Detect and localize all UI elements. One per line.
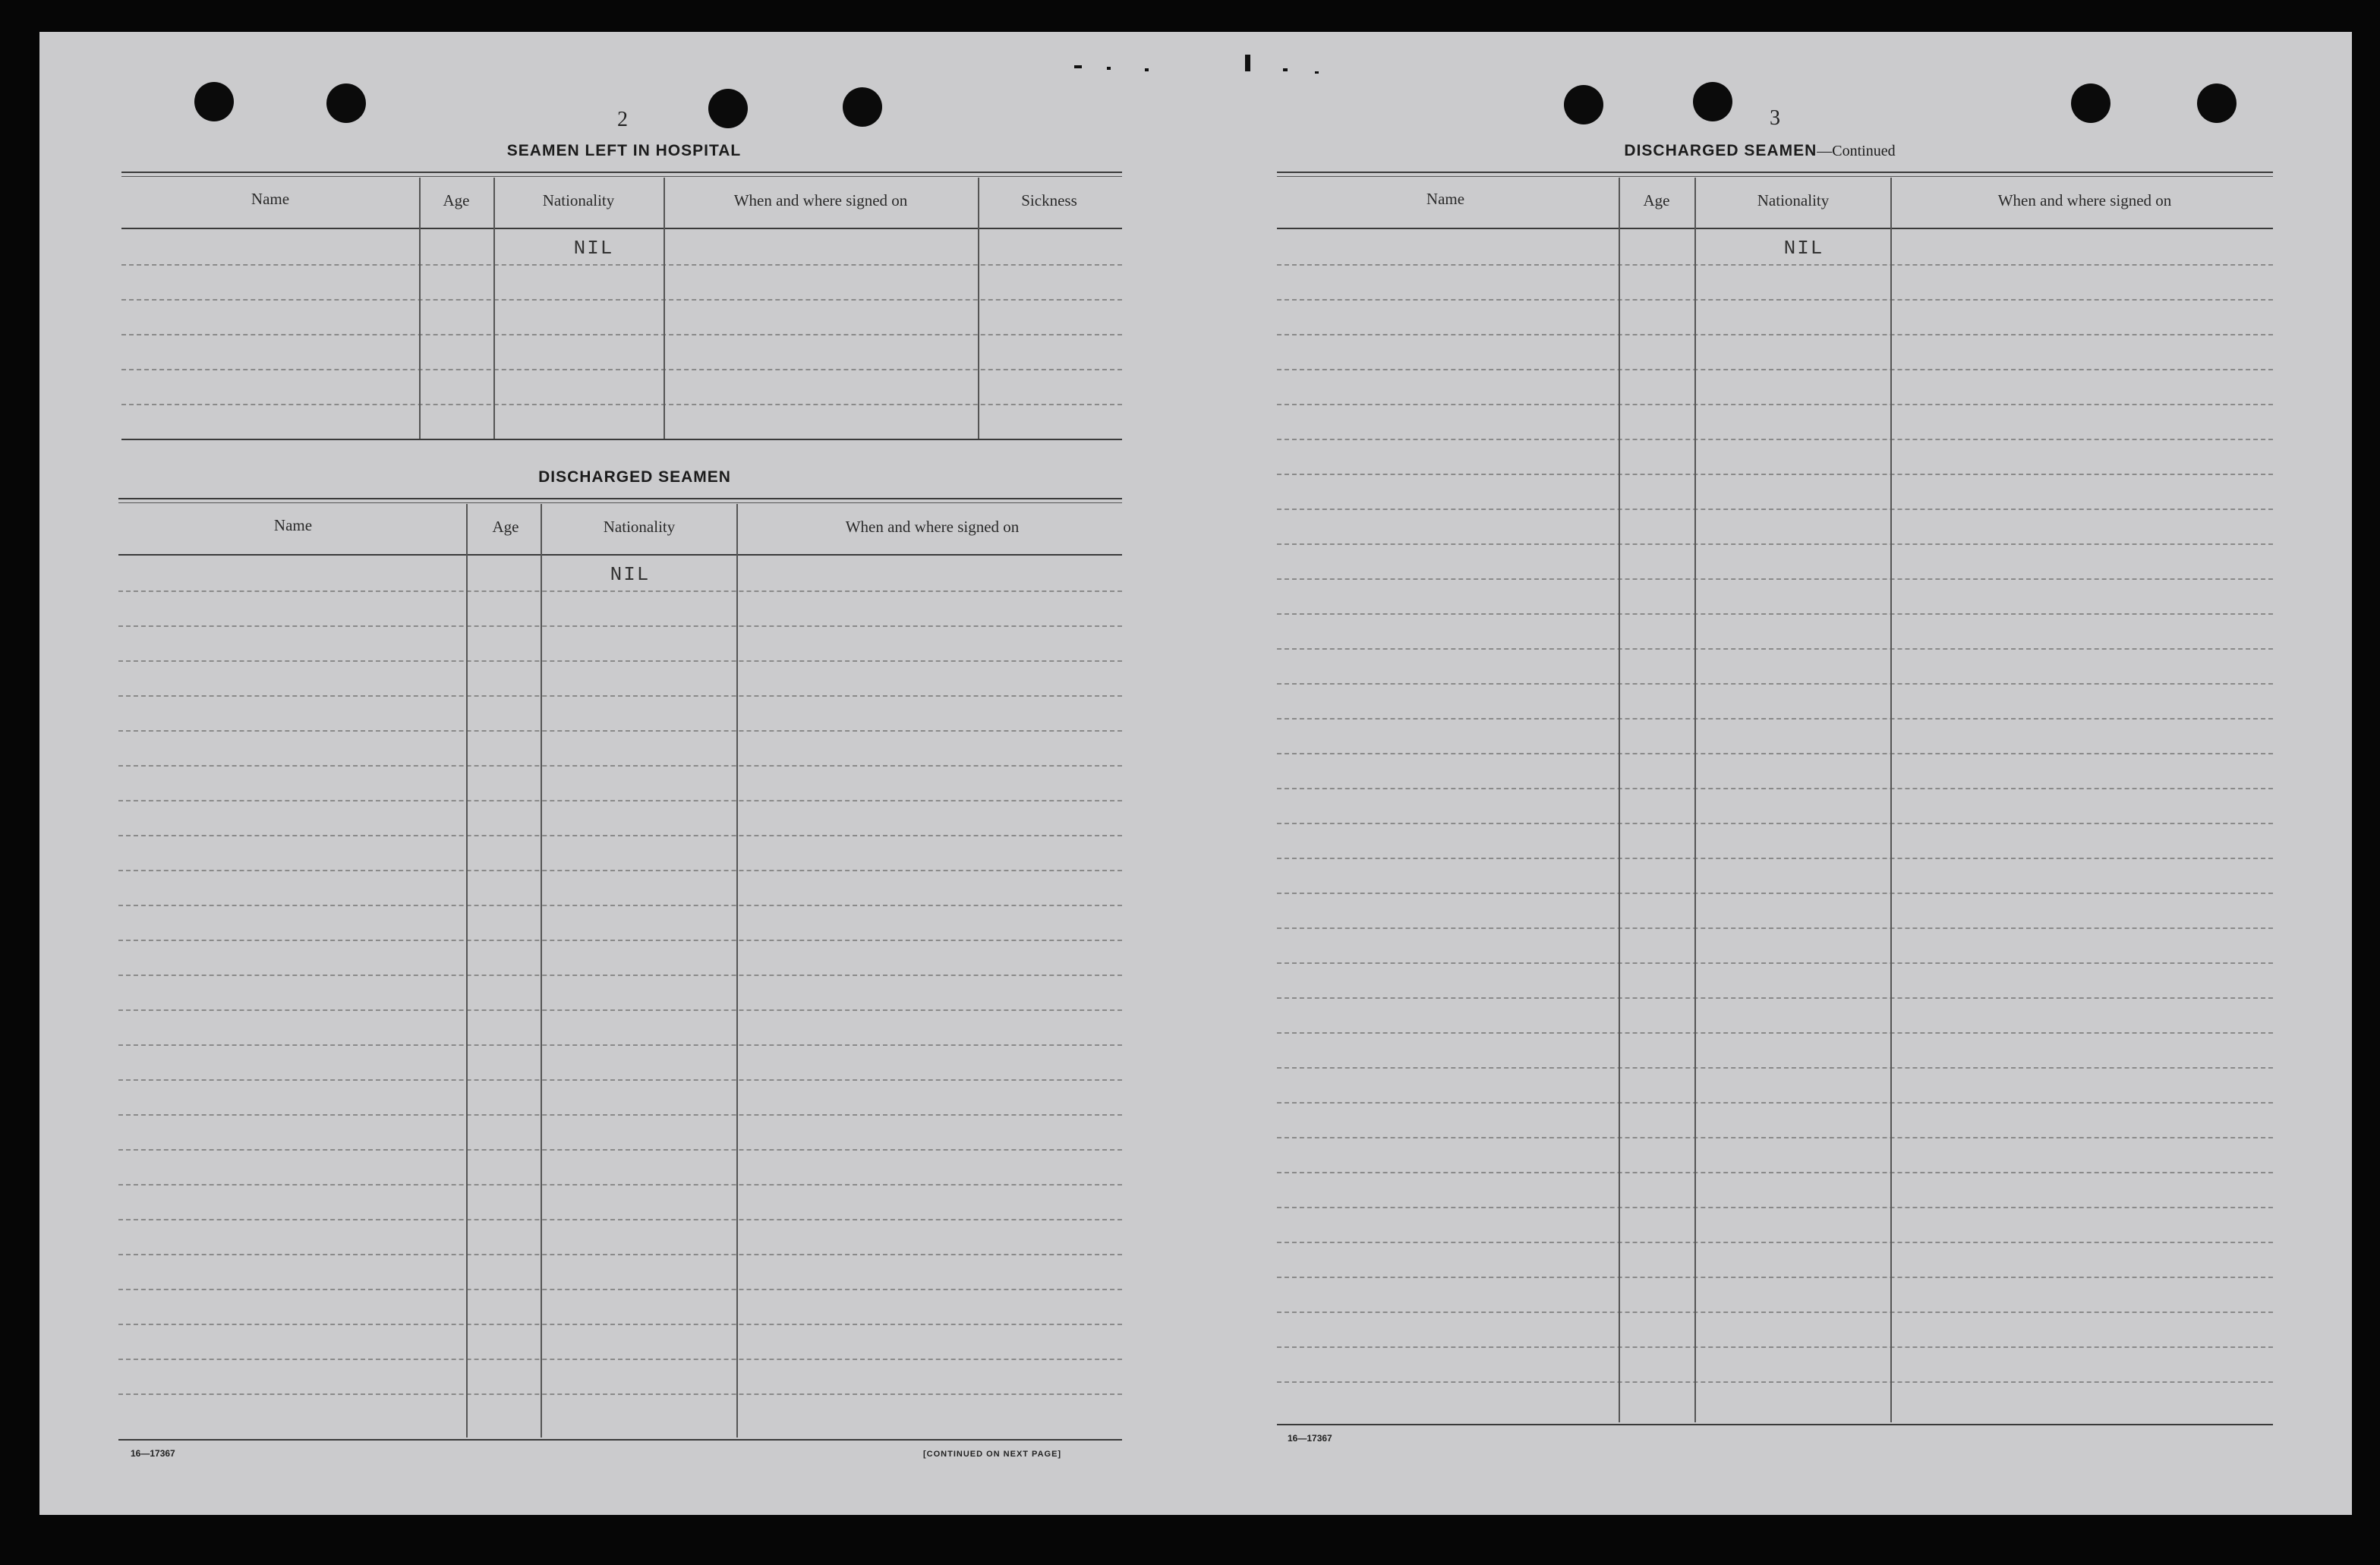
column-header-signed-on: When and where signed on [1997,191,2172,209]
column-header-signed-on: When and where signed on [845,518,1020,536]
form-code-right: 16—17367 [1288,1433,1332,1444]
punch-hole [2071,83,2110,123]
discharged-table-left [118,498,1122,1447]
speck [1245,55,1250,71]
discharged-table-right [1277,172,2273,1431]
discharged-nil-entry: NIL [610,563,651,586]
discharged-continued-nil-entry: NIL [1783,237,1824,260]
speck [1315,71,1319,74]
column-header-name: Name [273,516,313,534]
column-header-age: Age [1643,191,1670,209]
punch-hole [843,87,882,127]
column-header-nationality: Nationality [603,518,676,536]
discharged-continued-title-suffix: —Continued [1817,143,1896,159]
punch-hole [1564,85,1603,124]
hospital-nil-entry: NIL [573,237,614,260]
speck [1283,68,1288,71]
speck [1145,68,1149,71]
column-header-nationality: Nationality [1757,191,1830,209]
discharged-section-title: DISCHARGED SEAMEN [538,468,731,486]
continued-note: [CONTINUED ON NEXT PAGE] [923,1450,1062,1459]
column-header-name: Name [1426,190,1465,208]
punch-hole [1693,82,1732,121]
column-header-nationality: Nationality [542,191,615,209]
hospital-section-title: SEAMEN LEFT IN HOSPITAL [506,142,742,159]
page-number-right: 3 [1770,106,1780,130]
punch-hole [708,89,748,128]
column-header-age: Age [443,191,470,209]
form-code-left: 16—17367 [131,1448,175,1459]
discharged-continued-title-main: DISCHARGED SEAMEN [1624,142,1817,159]
column-header-age: Age [492,518,519,536]
punch-hole [326,83,366,123]
punch-hole [2197,83,2237,123]
punch-hole [194,82,234,121]
speck [1107,67,1111,70]
hospital-table [121,172,1122,445]
column-header-signed-on: When and where signed on [733,191,908,209]
speck [1074,65,1082,68]
column-header-sickness: Sickness [1021,191,1077,209]
discharged-continued-title [1624,142,1895,160]
page-number-left: 2 [617,108,628,131]
column-header-name: Name [251,190,290,208]
